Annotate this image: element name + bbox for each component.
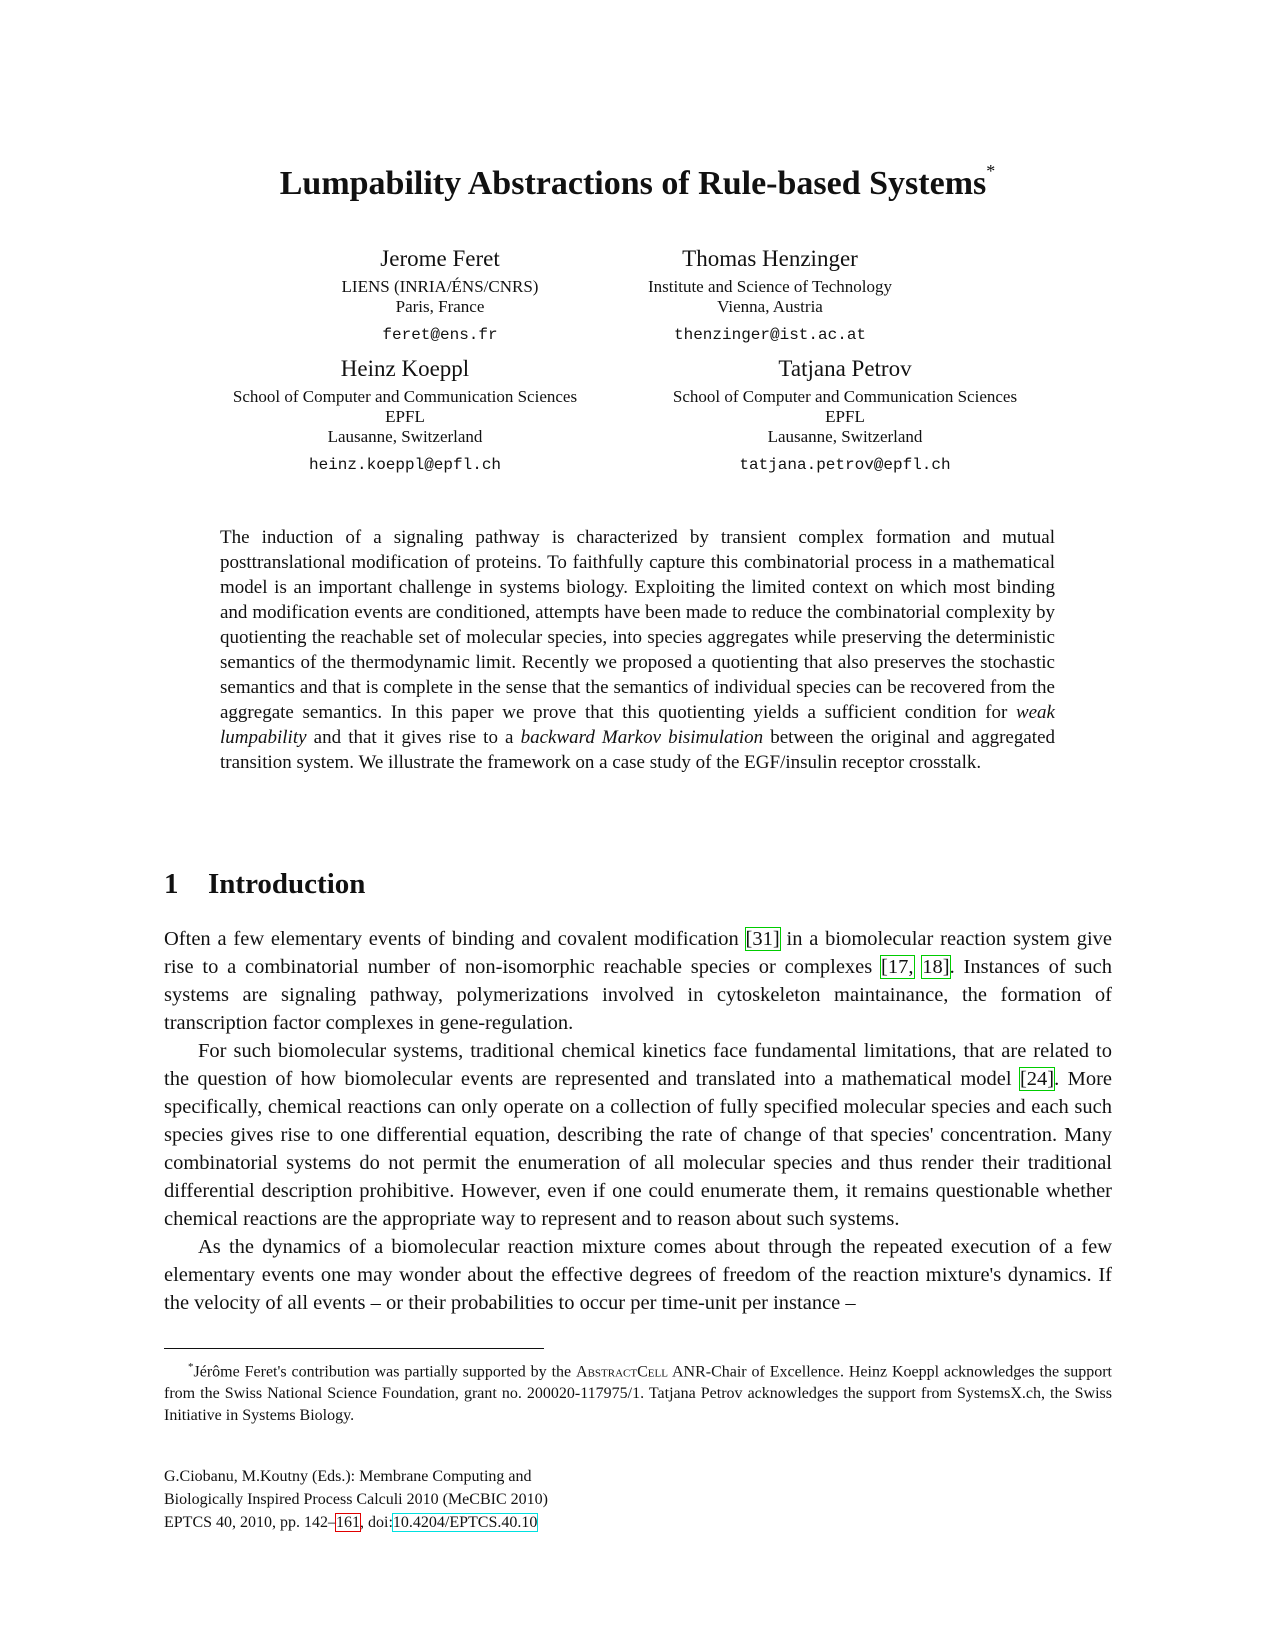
author-block-feret <box>300 245 580 345</box>
paragraph: As the dynamics of a biomolecular reaction mixture comes about through the repeated execution of a few elementary events one may wonder about the effective degrees of freedom of the reaction mixture's dynamics. If the velocity of all events – or their probabilities to occur per time-unit per instance – <box>164 1236 1112 1314</box>
footnote-mark: * <box>188 1361 194 1373</box>
author-location: Lausanne, Switzerland <box>767 427 923 446</box>
abstract: The induction of a signaling pathway is characterized by transient complex formation and mutual posttranslational modification of proteins. To faithfully capture this combinatorial process in a mathematical model is an important challenge in systems biology. Exploiting the limited context on which most binding and modification events are conditioned, attempts have been made to reduce the combinatorial complexity by quotienting the reachable set of molecular species, into species aggregates while preserving the deterministic semantics of the thermodynamic limit. Recently we proposed a quotienting that also preserves the stochastic semantics and that is complete in the sense that the semantics of individual species can be recovered from the aggregate semantics. In this paper we prove that this quotienting yields a sufficient condition for weak lumpability and that it gives rise to a backward Markov bisimulation between the original and aggregated transition system. We illustrate the framework on a case study of the EGF/insulin receptor crosstalk. <box>220 527 1055 773</box>
author-affiliation: School of Computer and Communication Sciences <box>672 387 1018 406</box>
author-block-koeppl <box>205 355 605 475</box>
publication-info <box>164 1465 548 1534</box>
author-name: Tatjana Petrov <box>778 356 912 381</box>
author-affiliation: School of Computer and Communication Sciences <box>232 387 578 406</box>
introduction-body <box>164 925 1112 1317</box>
title-text: Lumpability Abstractions of Rule-based Systems <box>279 165 987 202</box>
footnote: *Jérôme Feret's contribution was partially supported by the AbstractCell ANR-Chair of Excellence. Heinz Koeppl acknowledges the support from the Swiss National Science Foundation, grant no. 200020-117975/1. Tatjana Petrov acknowledges the support from SystemsX.ch, the Swiss Initiative in Systems Biology. <box>164 1361 1112 1425</box>
footnote-rule <box>164 1348 544 1349</box>
author-location: Lausanne, Switzerland <box>327 427 483 446</box>
author-name: Heinz Koeppl <box>340 356 470 381</box>
author-affiliation: Institute and Science of Technology <box>648 277 892 296</box>
citation-link-18[interactable]: 18] <box>922 956 950 978</box>
author-email: heinz.koeppl@epfl.ch <box>308 456 502 474</box>
author-email: tatjana.petrov@epfl.ch <box>739 456 951 474</box>
venue-line-1: G.Ciobanu, M.Koutny (Eds.): Membrane Computing and <box>164 1468 532 1485</box>
title-footnote-mark: * <box>986 161 996 181</box>
author-institution: EPFL <box>825 407 865 426</box>
author-name: Thomas Henzinger <box>682 246 858 271</box>
emphasis-weak-lumpability: weak lumpability <box>220 702 1055 748</box>
section-title: Introduction <box>208 868 366 900</box>
paper-title <box>0 161 1275 203</box>
author-institution: EPFL <box>385 407 425 426</box>
author-email: thenzinger@ist.ac.at <box>673 326 867 344</box>
author-affiliation: LIENS (INRIA/ÉNS/CNRS) <box>341 277 539 296</box>
paragraph: Often a few elementary events of binding and covalent modification [31] in a biomolecular reaction system give rise to a combinatorial number of non-isomorphic reachable species or complexes [17, 18]. Instances of such systems are signaling pathway, polymerizations involved in cytoskeleton maintainance, the formation of transcription factor complexes in gene-regulation. <box>164 928 1112 1034</box>
abstractcell-name: AbstractCell <box>576 1363 668 1381</box>
author-location: Vienna, Austria <box>717 297 823 316</box>
venue-line-3: EPTCS 40, 2010, pp. 142–161, doi:10.4204/EPTCS.40.10 <box>164 1514 538 1531</box>
author-block-petrov <box>645 355 1045 475</box>
author-location: Paris, France <box>395 297 485 316</box>
last-page-link[interactable]: 161 <box>336 1514 361 1531</box>
author-block-henzinger <box>610 245 930 345</box>
author-email: feret@ens.fr <box>382 326 498 344</box>
emphasis-backward-markov-bisimulation: backward Markov bisimulation <box>520 727 764 748</box>
section-heading-introduction <box>164 868 365 901</box>
citation-link-17[interactable]: [17, <box>881 956 914 978</box>
citation-link-31[interactable]: [31] <box>745 928 780 950</box>
doi-link[interactable]: 10.4204/EPTCS.40.10 <box>392 1514 538 1531</box>
section-number: 1 <box>164 868 179 900</box>
venue-line-2: Biologically Inspired Process Calculi 2010 (MeCBIC 2010) <box>164 1491 548 1508</box>
author-name: Jerome Feret <box>380 246 500 271</box>
citation-link-24[interactable]: [24] <box>1019 1068 1055 1090</box>
paragraph: For such biomolecular systems, traditional chemical kinetics face fundamental limitations, that are related to the question of how biomolecular events are represented and translated into a mathematical model [24]. More specifically, chemical reactions can only operate on a collection of fully specified molecular species and each such species gives rise to one differential equation, describing the rate of change of that species' concentration. Many combinatorial systems do not permit the enumeration of all molecular species and thus render their traditional differential description prohibitive. However, even if one could enumerate them, it remains questionable whether chemical reactions are the appropriate way to represent and to reason about such systems. <box>164 1040 1113 1230</box>
